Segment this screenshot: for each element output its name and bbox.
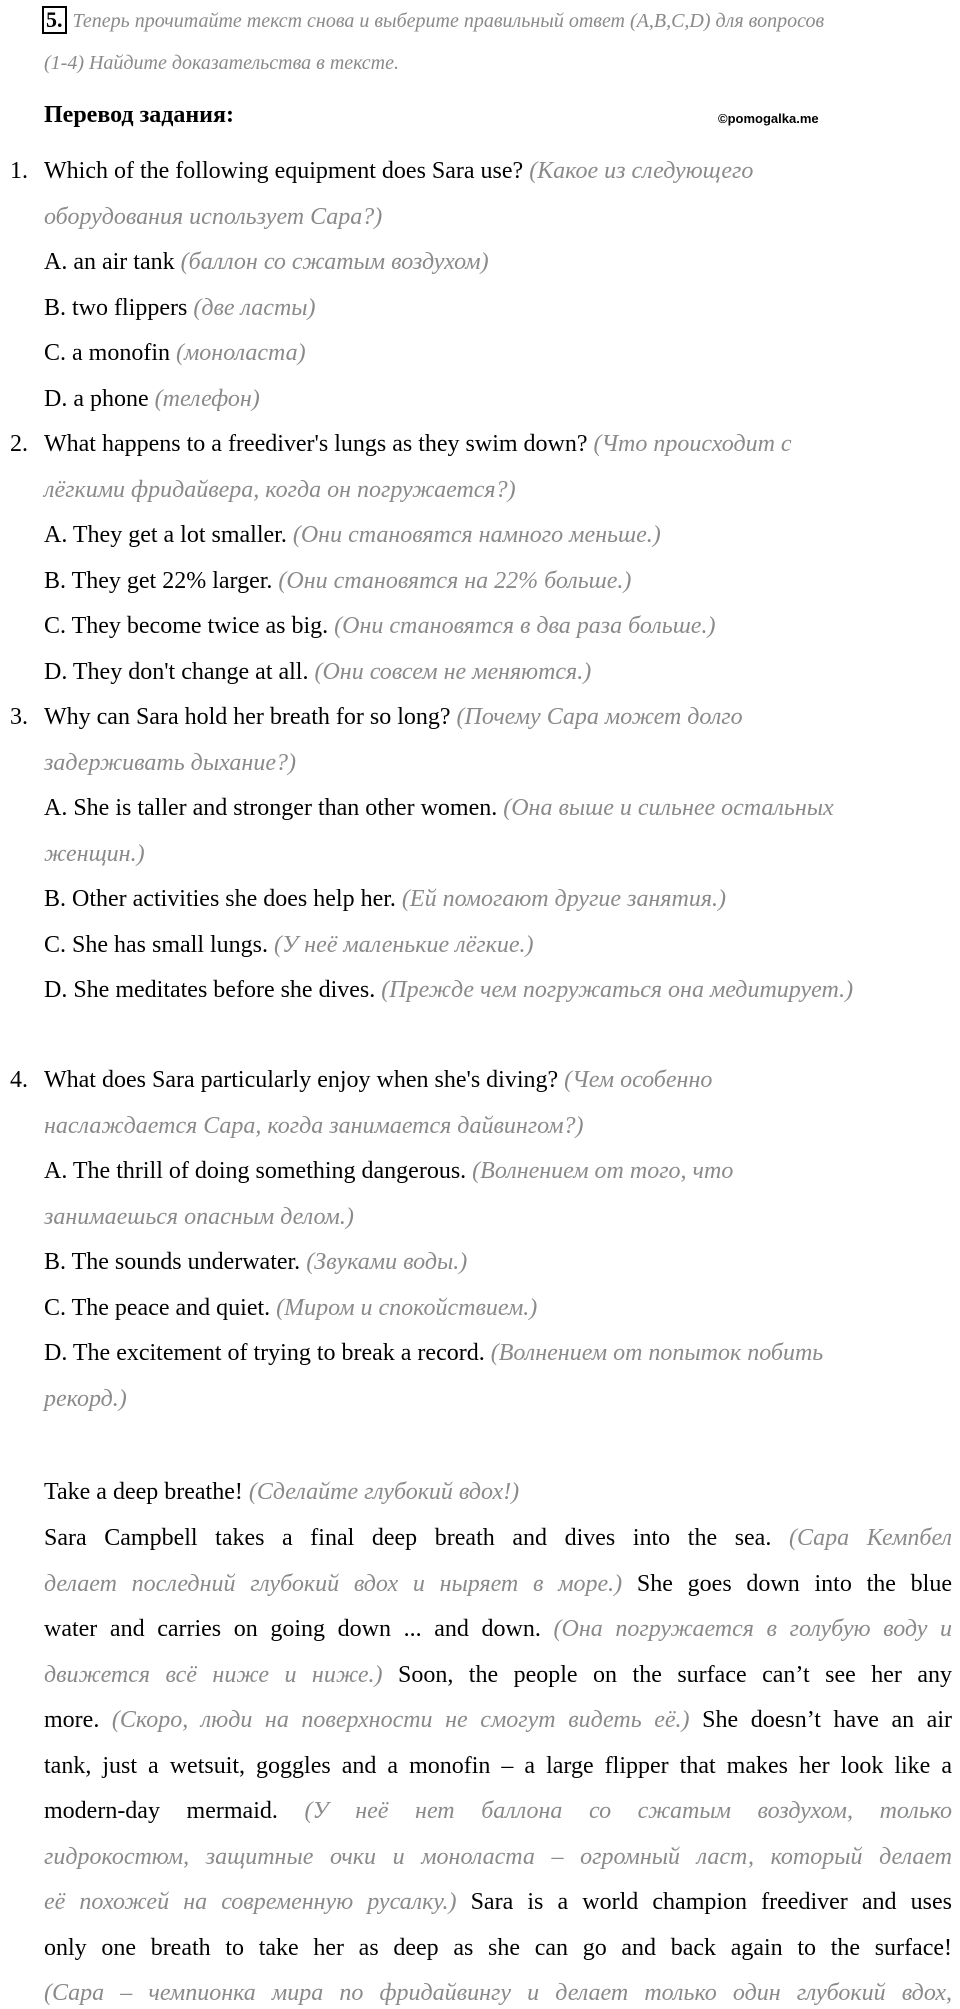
- question-text: [44, 156, 753, 186]
- article-text-en: She goes down into the blue: [636, 1570, 952, 1597]
- answer-option-ru: (Они становятся на 22% больше.): [278, 567, 632, 594]
- article-text-en: only one breath to take her as deep as she can go and back again to the surface!: [44, 1934, 952, 1961]
- article-line: [44, 1614, 952, 1644]
- answer-option-en: C. a monofin: [44, 340, 170, 366]
- task-instruction-line-1: [42, 6, 824, 36]
- article-line: [44, 1660, 952, 1690]
- question-text-ru-continued: лёгкими фридайвера, когда он погружается?): [44, 476, 516, 503]
- question-text: [44, 1065, 712, 1095]
- answer-option-ru: (Она выше и сильнее остальных: [503, 795, 834, 821]
- answer-option: [44, 338, 306, 368]
- answer-option-ru: (две ласты): [193, 294, 316, 321]
- answer-option-en: B. two flippers: [44, 294, 188, 321]
- answer-option-ru: (телефон): [154, 385, 260, 412]
- answer-option-ru: (Звуками воды.): [306, 1249, 468, 1275]
- article-line: [44, 1842, 952, 1872]
- answer-option-en: A. She is taller and stronger than other women.: [44, 795, 498, 821]
- answer-option-en: A. an air tank: [44, 249, 175, 275]
- question-text: [44, 429, 792, 459]
- article-line: [44, 1796, 952, 1826]
- question-text-ru-continued: наслаждается Сара, когда занимается дайвингом?): [44, 1112, 584, 1139]
- article-text-ru: делает последний глубокий вдох и ныряет в море.): [44, 1570, 623, 1597]
- answer-option: [44, 293, 316, 323]
- question-text-ru: (Какое из следующего: [529, 158, 754, 184]
- article-text-ru: (Она погружается в голубую воду и: [553, 1616, 952, 1642]
- question-text-ru-continued: оборудования использует Сара?): [44, 203, 383, 230]
- article-text-en: water and carries on going down ... and down.: [44, 1616, 541, 1642]
- answer-option: [44, 611, 715, 641]
- article-line: [44, 1887, 952, 1917]
- answer-option: [44, 1156, 733, 1186]
- article-title: [44, 1477, 519, 1507]
- question-number: 2.: [10, 431, 28, 457]
- answer-option: [44, 793, 834, 823]
- question-number: 1.: [10, 158, 28, 184]
- article-text-ru: (Скоро, люди на поверхности не смогут видеть её.): [111, 1707, 690, 1733]
- article-text-ru: её похожей на современную русалку.): [44, 1889, 457, 1915]
- answer-option-ru-continued: женщин.): [44, 840, 145, 867]
- answer-option-en: D. She meditates before she dives.: [44, 977, 376, 1003]
- answer-option-ru: (Волнением от попыток побить: [490, 1340, 824, 1366]
- answer-option-en: D. The excitement of trying to break a record.: [44, 1340, 485, 1366]
- answer-option-en: C. They become twice as big.: [44, 613, 329, 639]
- task-number-box: 5.: [42, 6, 67, 34]
- question-text-ru-continued: задерживать дыхание?): [44, 749, 296, 776]
- answer-option: [44, 930, 533, 960]
- article-text-en: modern-day mermaid.: [44, 1798, 278, 1824]
- article-line: [44, 1569, 952, 1599]
- article-text-en: Sara Campbell takes a final deep breath and dives into the sea.: [44, 1525, 772, 1551]
- watermark: ©pomogalka.me: [718, 111, 819, 126]
- article-text-en: Sara is a world champion freediver and uses: [470, 1889, 952, 1915]
- question-text-en: What does Sara particularly enjoy when she's diving?: [44, 1067, 559, 1093]
- article-text-ru: (Сара – чемпионка мира по фридайвингу и делает только один глубокий вдох,: [44, 1980, 952, 2006]
- answer-option-en: C. The peace and quiet.: [44, 1294, 271, 1321]
- article-text-en: more.: [44, 1707, 100, 1733]
- answer-option-ru: (Ей помогают другие занятия.): [401, 886, 726, 912]
- article-text-en: She doesn’t have an air: [702, 1707, 952, 1733]
- answer-option-ru: (моноласта): [176, 340, 306, 366]
- question-text-ru: (Чем особенно: [564, 1067, 713, 1093]
- article-text-en: Soon, the people on the surface can’t see her any: [397, 1661, 952, 1688]
- answer-option-ru-continued: рекорд.): [44, 1385, 127, 1412]
- article-line: [44, 1751, 952, 1781]
- article-title-ru: (Сделайте глубокий вдох!): [248, 1479, 520, 1505]
- question-text-en: Why can Sara hold her breath for so long?: [44, 704, 451, 730]
- article-text-ru: (У неё нет баллона со сжатым воздухом, только: [304, 1798, 952, 1824]
- answer-option: [44, 520, 661, 550]
- question-number: 4.: [10, 1067, 28, 1093]
- answer-option: [44, 1338, 823, 1368]
- answer-option: [44, 1293, 537, 1323]
- article-line: [44, 1523, 952, 1553]
- question-text-ru: (Что происходит с: [593, 431, 792, 457]
- answer-option-en: D. They don't change at all.: [44, 658, 309, 685]
- question-text-en: What happens to a freediver's lungs as they swim down?: [44, 431, 588, 457]
- article-line: [44, 1705, 952, 1735]
- article-text-ru: гидрокостюм, защитные очки и моноласта – огромный ласт, который делает: [44, 1843, 952, 1870]
- article-text-ru: (Сара Кемпбел: [788, 1525, 952, 1551]
- answer-option-en: A. The thrill of doing something dangerous.: [44, 1158, 467, 1184]
- article-line: [44, 1978, 952, 2008]
- answer-option-ru: (Они совсем не меняются.): [314, 658, 592, 685]
- answer-option-ru: (Они становятся намного меньше.): [292, 522, 661, 548]
- answer-option: [44, 1247, 467, 1277]
- answer-option: [44, 884, 726, 914]
- question-number: 3.: [10, 704, 28, 730]
- answer-option-ru: (Они становятся в два раза больше.): [334, 613, 716, 639]
- answer-option-ru: (Прежде чем погружаться она медитирует.): [381, 977, 854, 1003]
- answer-option-en: B. Other activities she does help her.: [44, 886, 396, 912]
- answer-option: [44, 384, 260, 414]
- answer-option: [44, 247, 489, 277]
- answer-option-ru: (баллон со сжатым воздухом): [180, 249, 489, 275]
- article-text-ru: движется всё ниже и ниже.): [44, 1661, 383, 1688]
- answer-option-ru-continued: занимаешься опасным делом.): [44, 1203, 354, 1230]
- answer-option-ru: (Миром и спокойствием.): [276, 1294, 538, 1321]
- task-instruction-line-2: (1-4) Найдите доказательства в тексте.: [44, 52, 399, 74]
- section-heading: Перевод задания:: [44, 102, 234, 128]
- answer-option-en: D. a phone: [44, 385, 149, 412]
- answer-option: [44, 657, 591, 687]
- answer-option-en: C. She has small lungs.: [44, 931, 269, 958]
- answer-option-en: B. The sounds underwater.: [44, 1249, 301, 1275]
- answer-option-ru: (Волнением от того, что: [472, 1158, 734, 1184]
- question-text-en: Which of the following equipment does Sara use?: [44, 158, 524, 184]
- task-instruction-text: Теперь прочитайте текст снова и выберите правильный ответ (A,B,C,D) для вопросов: [72, 10, 825, 32]
- question-text: [44, 702, 743, 732]
- article-title-en: Take a deep breathe!: [44, 1479, 243, 1505]
- question-text-ru: (Почему Сара может долго: [456, 704, 743, 730]
- answer-option-en: B. They get 22% larger.: [44, 567, 273, 594]
- answer-option-en: A. They get a lot smaller.: [44, 522, 287, 548]
- article-line: [44, 1933, 952, 1963]
- answer-option-ru: (У неё маленькие лёгкие.): [274, 931, 534, 958]
- answer-option: [44, 975, 853, 1005]
- article-text-en: tank, just a wetsuit, goggles and a monofin – a large flipper that makes her look like a: [44, 1752, 952, 1779]
- answer-option: [44, 566, 631, 596]
